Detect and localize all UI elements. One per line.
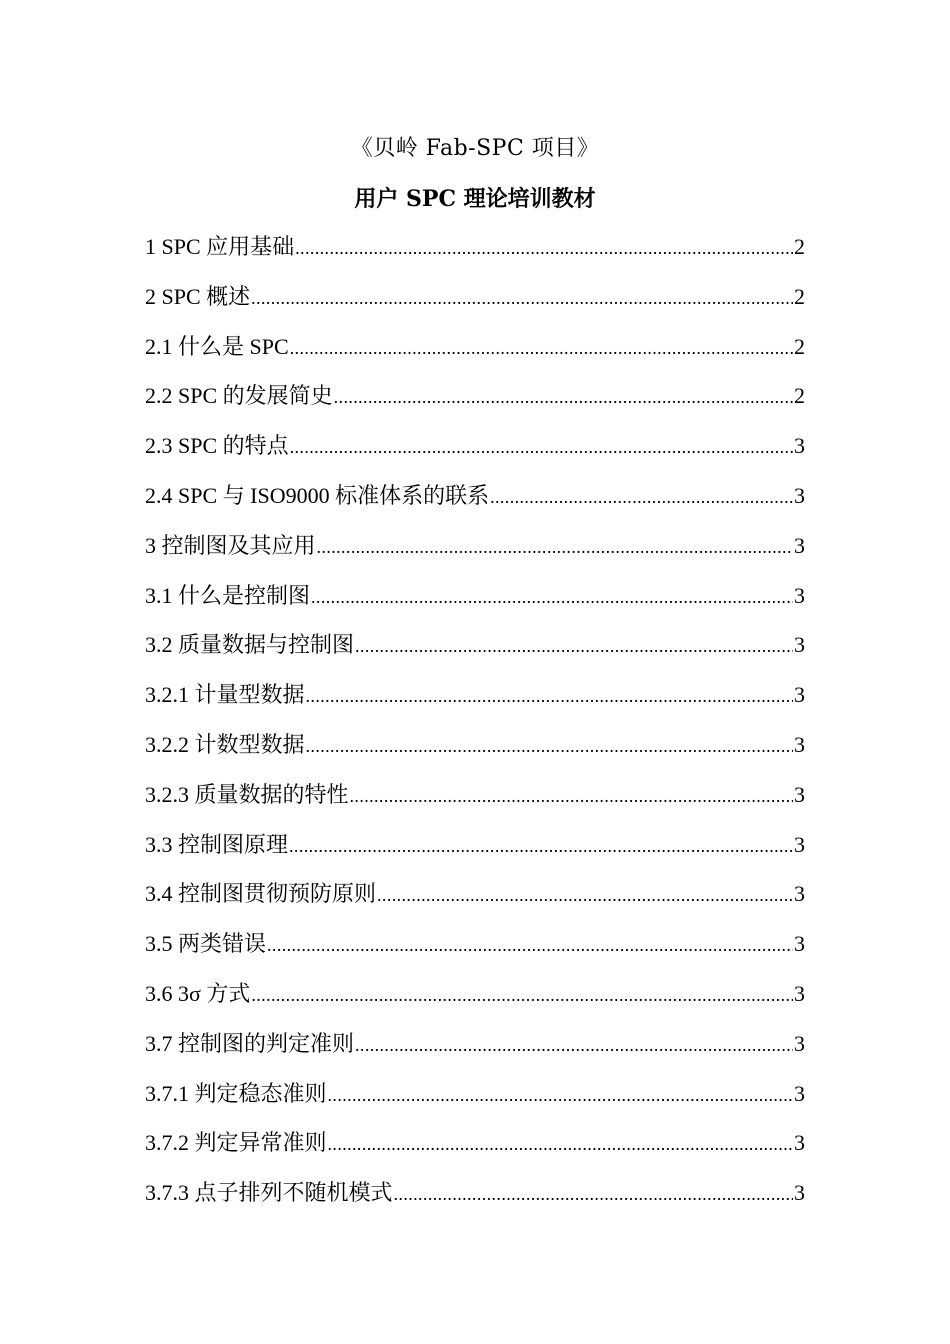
toc-entry[interactable]: [145, 876, 805, 926]
toc-entry[interactable]: [145, 1175, 805, 1225]
toc-entry-page-number: 3: [794, 532, 805, 558]
toc-entry-label: 3.3 控制图原理: [145, 831, 289, 857]
toc-entry-label: 3.2.2 计数型数据: [145, 731, 305, 757]
toc-dot-leader: [490, 479, 793, 515]
toc-entry-label: 3.7.2 判定异常准则: [145, 1130, 327, 1156]
toc-dot-leader: [377, 877, 793, 913]
table-of-contents: [145, 229, 805, 1225]
toc-entry[interactable]: [145, 1026, 805, 1076]
toc-dot-leader: [295, 230, 793, 266]
toc-entry[interactable]: [145, 627, 805, 677]
toc-entry-page-number: 3: [794, 582, 805, 608]
toc-entry-page-number: 2: [794, 234, 805, 259]
toc-entry[interactable]: [145, 976, 805, 1026]
toc-dot-leader: [306, 678, 793, 714]
toc-entry-label: 3.2.1 计量型数据: [145, 682, 305, 708]
toc-entry-label: 2.4 SPC 与 ISO9000 标准体系的联系: [145, 482, 490, 508]
toc-dot-leader: [355, 628, 793, 664]
toc-entry[interactable]: [145, 329, 805, 379]
toc-entry[interactable]: [145, 727, 805, 777]
toc-dot-leader: [267, 927, 793, 963]
toc-dot-leader: [289, 828, 793, 864]
toc-entry[interactable]: [145, 528, 805, 578]
toc-entry-label: 1 SPC 应用基础: [145, 234, 295, 259]
toc-dot-leader: [251, 977, 793, 1013]
toc-entry-page-number: 3: [794, 433, 805, 459]
toc-entry-page-number: 2: [794, 383, 805, 409]
document-title: 《贝岭 Fab-SPC 项目》: [350, 136, 600, 161]
toc-entry[interactable]: [145, 428, 805, 478]
toc-dot-leader: [290, 429, 793, 465]
toc-dot-leader: [328, 1077, 793, 1113]
toc-entry-label: 2 SPC 概述: [145, 283, 251, 309]
toc-entry-page-number: 3: [794, 931, 805, 957]
toc-entry-page-number: 3: [794, 980, 805, 1006]
toc-entry[interactable]: [145, 378, 805, 428]
toc-entry-page-number: 3: [794, 1030, 805, 1056]
toc-entry-page-number: 3: [794, 632, 805, 658]
toc-entry-label: 2.3 SPC 的特点: [145, 433, 289, 459]
toc-entry[interactable]: [145, 1125, 805, 1175]
toc-entry-label: 3.6 3σ 方式: [145, 980, 251, 1006]
toc-entry-label: 3.4 控制图贯彻预防原则: [145, 881, 377, 907]
toc-dot-leader: [334, 379, 793, 415]
toc-entry-label: 2.2 SPC 的发展简史: [145, 383, 333, 409]
document-subtitle: 用户 SPC 理论培训教材: [354, 186, 596, 212]
toc-entry[interactable]: [145, 1076, 805, 1126]
toc-dot-leader: [394, 1176, 793, 1212]
toc-entry-page-number: 3: [794, 1130, 805, 1156]
toc-entry-page-number: 3: [794, 682, 805, 708]
toc-entry[interactable]: [145, 677, 805, 727]
toc-entry-label: 3.5 两类错误: [145, 931, 267, 957]
toc-entry-page-number: 3: [794, 1180, 805, 1206]
toc-dot-leader: [355, 1027, 793, 1063]
toc-entry[interactable]: [145, 926, 805, 976]
toc-entry-label: 3.7 控制图的判定准则: [145, 1030, 355, 1056]
toc-entry-label: 3.7.1 判定稳态准则: [145, 1080, 327, 1106]
toc-entry-page-number: 3: [794, 731, 805, 757]
toc-dot-leader: [350, 778, 793, 814]
toc-entry-label: 3.1 什么是控制图: [145, 582, 311, 608]
toc-entry[interactable]: [145, 777, 805, 827]
toc-entry-label: 3.2 质量数据与控制图: [145, 632, 355, 658]
toc-dot-leader: [317, 529, 793, 565]
toc-entry[interactable]: [145, 578, 805, 628]
toc-entry[interactable]: [145, 279, 805, 329]
toc-dot-leader: [311, 579, 793, 615]
toc-entry[interactable]: [145, 229, 805, 279]
toc-entry-label: 3 控制图及其应用: [145, 532, 316, 558]
toc-entry-label: 2.1 什么是 SPC: [145, 333, 289, 359]
toc-entry-page-number: 3: [794, 781, 805, 807]
toc-entry-label: 3.2.3 质量数据的特性: [145, 781, 349, 807]
toc-dot-leader: [328, 1126, 793, 1162]
toc-entry-page-number: 2: [794, 283, 805, 309]
toc-entry[interactable]: [145, 478, 805, 528]
toc-entry-page-number: 3: [794, 881, 805, 907]
toc-dot-leader: [290, 330, 793, 366]
toc-entry-label: 3.7.3 点子排列不随机模式: [145, 1180, 393, 1206]
toc-entry-page-number: 3: [794, 482, 805, 508]
toc-dot-leader: [306, 728, 793, 764]
toc-entry-page-number: 2: [794, 333, 805, 359]
toc-dot-leader: [251, 280, 793, 316]
toc-entry-page-number: 3: [794, 1080, 805, 1106]
toc-entry[interactable]: [145, 827, 805, 877]
toc-entry-page-number: 3: [794, 831, 805, 857]
